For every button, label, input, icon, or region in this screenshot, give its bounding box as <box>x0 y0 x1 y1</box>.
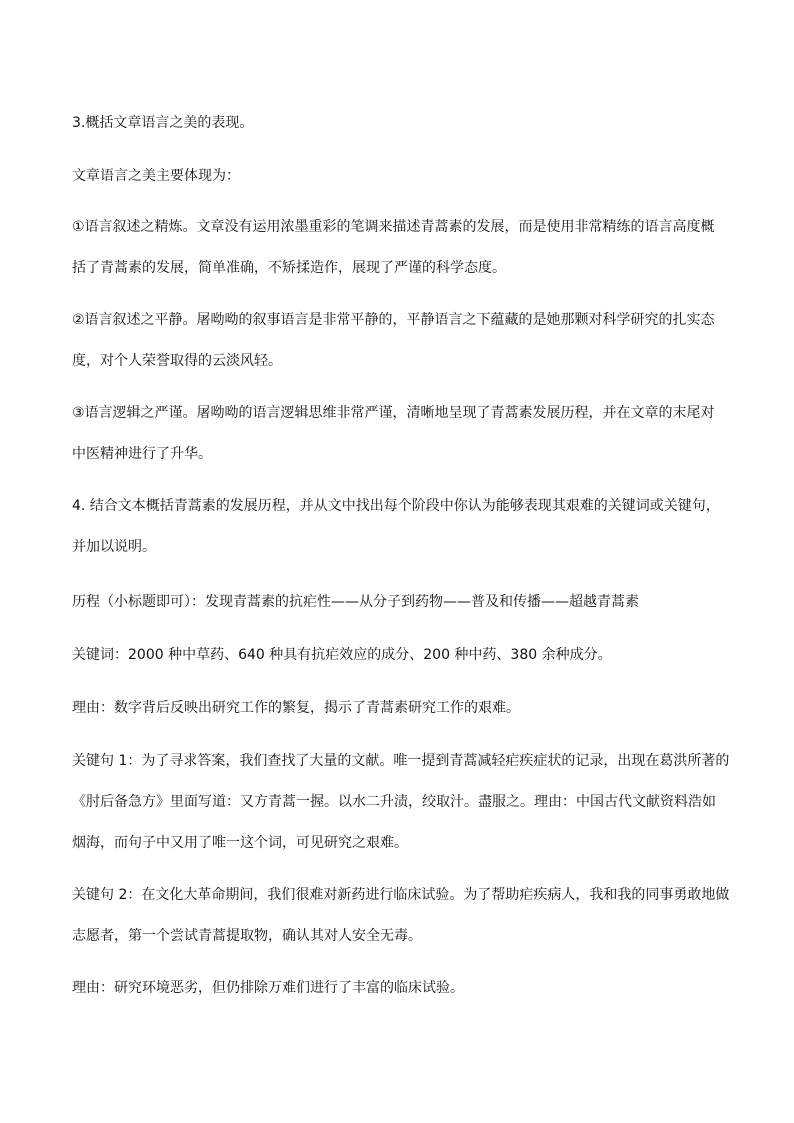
question-4-history: 历程（小标题即可）：发现青蒿素的抗疟性——从分子到药物——普及和传播——超越青蒿素 <box>72 594 639 610</box>
question-4-reason-2: 理由：研究环境恶劣，但仍排除万难们进行了丰富的临床试验。 <box>72 980 464 996</box>
paragraph-line: ②语言叙述之平静。屠呦呦的叙事语言是非常平静的，平静语言之下蕴藏的是她那颗对科学研究的扎实态 <box>72 312 715 328</box>
question-4-key-sentence-2 <box>72 886 732 945</box>
paragraph-line: 志愿者，第一个尝试青蒿提取物，确认其对人安全无毒。 <box>72 928 422 944</box>
question-4-keywords: 关键词：2000 种中草药、640 种具有抗疟效应的成分、200 种中药、380 余种成分。 <box>72 647 612 663</box>
question-3-point-3 <box>72 404 732 463</box>
question-4-key-sentence-1 <box>72 752 732 852</box>
question-4-reason-1: 理由：数字背后反映出研究工作的繁复，揭示了青蒿素研究工作的艰难。 <box>72 700 520 716</box>
question-3-point-2 <box>72 311 732 370</box>
paragraph-line: 并加以说明。 <box>72 539 156 555</box>
question-4-title <box>72 497 732 556</box>
paragraph-line: 《肘后备急方》里面写道：又方青蒿一握。以水二升渍，绞取汁。盡服之。理由：中国古代文献资料浩如 <box>72 794 716 810</box>
paragraph-line: 括了青蒿素的发展，简单准确，不矫揉造作，展现了严谨的科学态度。 <box>72 260 506 276</box>
question-3-intro: 文章语言之美主要体现为： <box>72 168 240 184</box>
paragraph-line: 关键句 1：为了寻求答案，我们查找了大量的文献。唯一提到青蒿减轻疟疾症状的记录，出现在葛洪所著的 <box>72 753 730 769</box>
paragraph-line: 度，对个人荣誉取得的云淡风轻。 <box>72 353 282 369</box>
paragraph-line: 中医精神进行了升华。 <box>72 446 212 462</box>
paragraph-line: 关键句 2：在文化大革命期间，我们很难对新药进行临床试验。为了帮助疟疾病人，我和我的同事勇敢地做 <box>72 887 730 903</box>
paragraph-line: 烟海，而句子中又用了唯一这个词，可见研究之艰难。 <box>72 835 408 851</box>
paragraph-line: ③语言逻辑之严谨。屠呦呦的语言逻辑思维非常严谨，清晰地呈现了青蒿素发展历程，并在文章的末尾对 <box>72 405 715 421</box>
question-3-point-1 <box>72 218 732 277</box>
paragraph-line: 4. 结合文本概括青蒿素的发展历程，并从文中找出每个阶段中你认为能够表现其艰难的关键词或关键句， <box>72 498 720 514</box>
question-3-title: 3.概括文章语言之美的表现。 <box>72 115 254 131</box>
paragraph-line: ①语言叙述之精炼。文章没有运用浓墨重彩的笔调来描述青蒿素的发展，而是使用非常精练的语言高度概 <box>72 219 715 235</box>
